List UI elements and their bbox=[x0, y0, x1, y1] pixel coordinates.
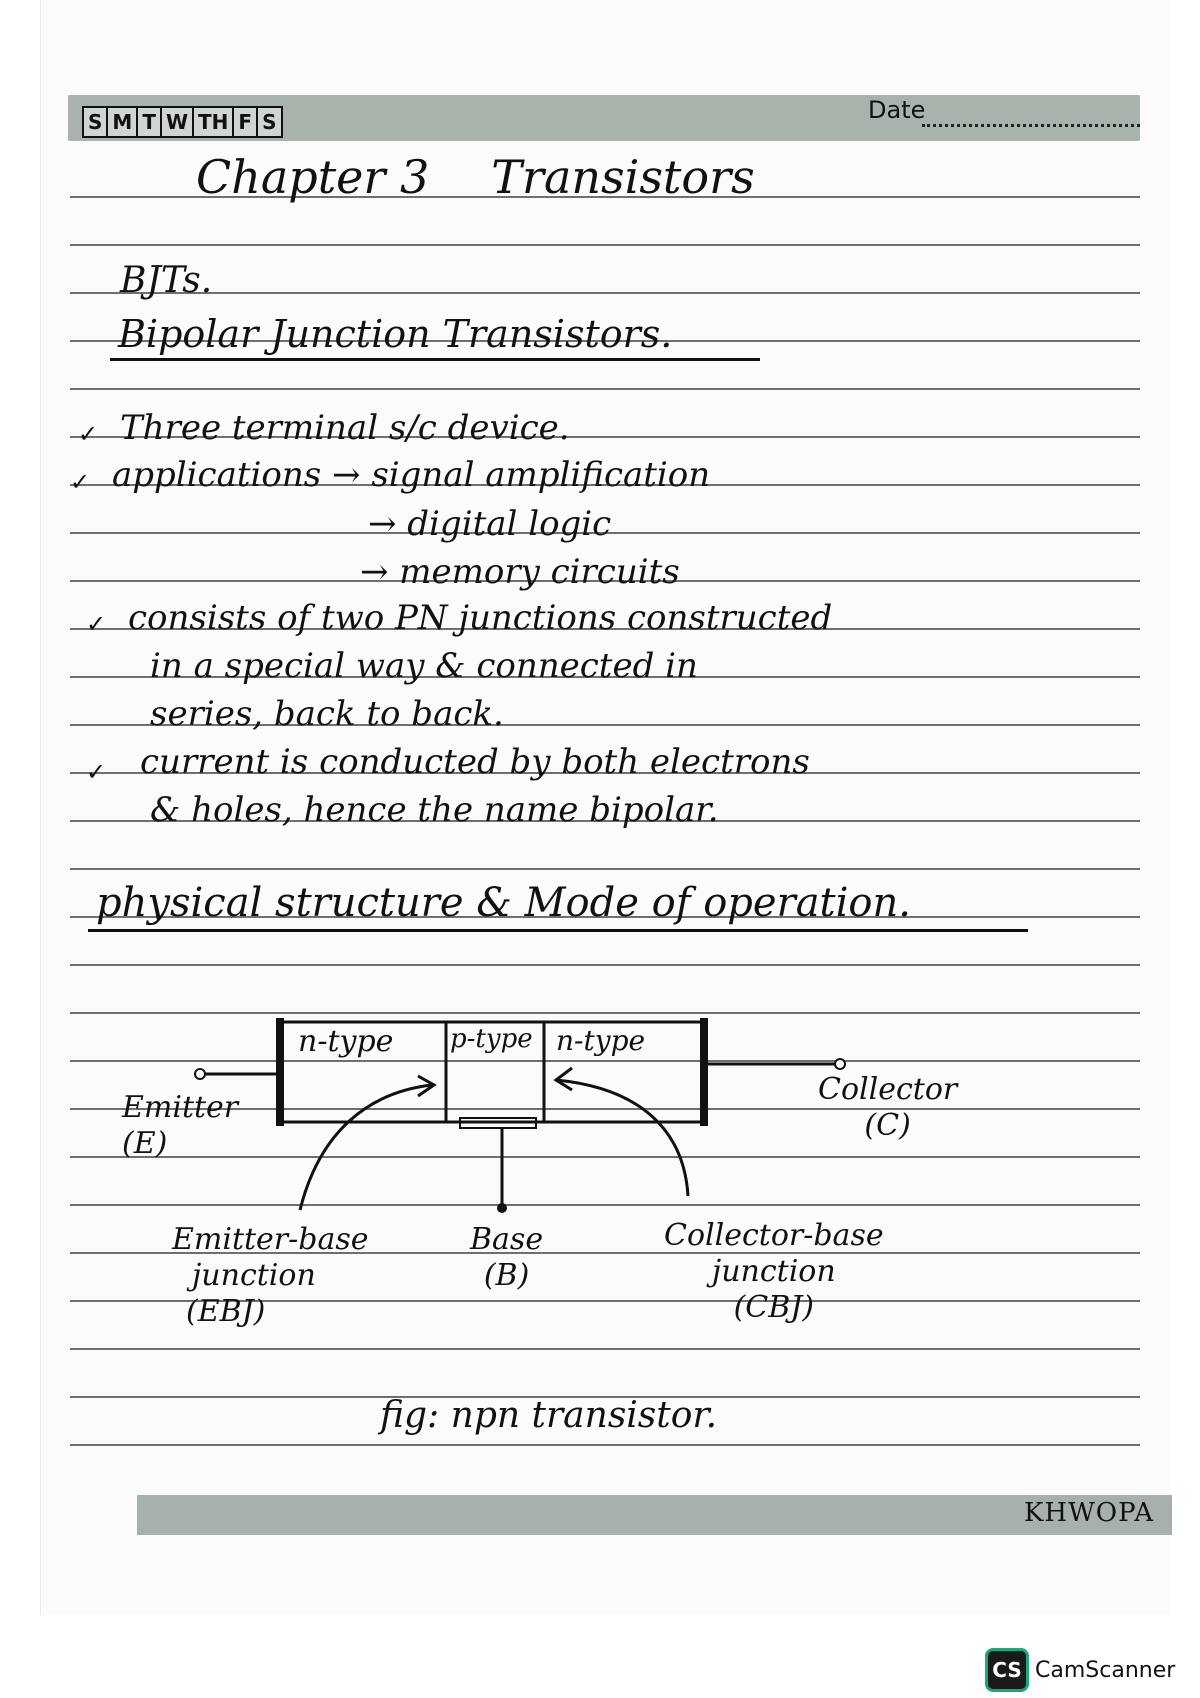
cbj-word: junction bbox=[711, 1254, 836, 1289]
emitter-terminal bbox=[195, 1069, 205, 1079]
cbj-symbol: (CBJ) bbox=[733, 1290, 815, 1325]
note-line: applications → signal amplification bbox=[112, 455, 711, 495]
section-subheading: Bipolar Junction Transistors. bbox=[118, 312, 673, 356]
region-label-emitter: n-type bbox=[298, 1024, 394, 1059]
cbj-arrowhead bbox=[556, 1068, 572, 1090]
note-line: in a special way & connected in bbox=[150, 646, 698, 686]
ebj-name: Emitter-base bbox=[172, 1222, 369, 1257]
day-box: TH bbox=[194, 108, 234, 136]
emitter-symbol: (E) bbox=[122, 1126, 168, 1161]
emitter-label bbox=[122, 1090, 238, 1162]
check-mark-icon: ✓ bbox=[86, 758, 107, 786]
check-mark-icon: ✓ bbox=[70, 468, 91, 496]
cbj-label bbox=[664, 1218, 884, 1326]
note-line: & holes, hence the name bipolar. bbox=[150, 790, 719, 830]
figure-caption: fig: npn transistor. bbox=[380, 1395, 718, 1436]
chapter-topic: Transistors bbox=[491, 150, 755, 204]
base-name: Base bbox=[470, 1222, 544, 1257]
ebj-label bbox=[172, 1222, 369, 1330]
collector-terminal bbox=[835, 1059, 845, 1069]
ebj-word: junction bbox=[192, 1258, 316, 1293]
region-label-collector: n-type bbox=[556, 1024, 646, 1057]
base-terminal bbox=[497, 1203, 507, 1213]
note-line: → digital logic bbox=[368, 504, 612, 544]
note-line: consists of two PN junctions constructed bbox=[128, 598, 833, 638]
region-label-base: p-type bbox=[450, 1024, 533, 1054]
cbj-name: Collector-base bbox=[664, 1218, 884, 1253]
note-line: current is conducted by both electrons bbox=[140, 742, 810, 782]
cbj-arrow bbox=[556, 1080, 688, 1196]
day-box: S bbox=[84, 108, 108, 136]
day-box: F bbox=[234, 108, 258, 136]
note-line: → memory circuits bbox=[360, 552, 680, 592]
camscanner-icon: CS bbox=[985, 1648, 1029, 1692]
collector-label bbox=[818, 1072, 957, 1144]
day-box: W bbox=[162, 108, 194, 136]
note-line: Three terminal s/c device. bbox=[120, 408, 570, 448]
brand-logo: KHWOPA bbox=[1023, 1498, 1154, 1528]
emitter-name: Emitter bbox=[122, 1090, 239, 1125]
day-box: M bbox=[108, 108, 138, 136]
base-label bbox=[470, 1222, 543, 1294]
camscanner-name: CamScanner bbox=[1035, 1657, 1176, 1683]
section-heading-structure: physical structure & Mode of operation. bbox=[96, 880, 911, 926]
camscanner-watermark bbox=[985, 1648, 1175, 1692]
chapter-number: Chapter 3 bbox=[196, 150, 430, 204]
collector-name: Collector bbox=[818, 1072, 958, 1107]
ebj-arrow bbox=[300, 1085, 432, 1210]
day-box: T bbox=[138, 108, 162, 136]
collector-symbol: (C) bbox=[864, 1108, 911, 1143]
footer-band bbox=[137, 1495, 1172, 1535]
base-symbol: (B) bbox=[483, 1258, 530, 1293]
section-heading-bjts: BJTs. bbox=[120, 260, 213, 301]
day-box: S bbox=[262, 110, 277, 134]
note-line: series, back to back. bbox=[150, 694, 504, 734]
check-mark-icon: ✓ bbox=[86, 610, 107, 638]
date-label: Date bbox=[868, 96, 926, 124]
ebj-symbol: (EBJ) bbox=[186, 1294, 266, 1329]
check-mark-icon: ✓ bbox=[78, 420, 99, 448]
